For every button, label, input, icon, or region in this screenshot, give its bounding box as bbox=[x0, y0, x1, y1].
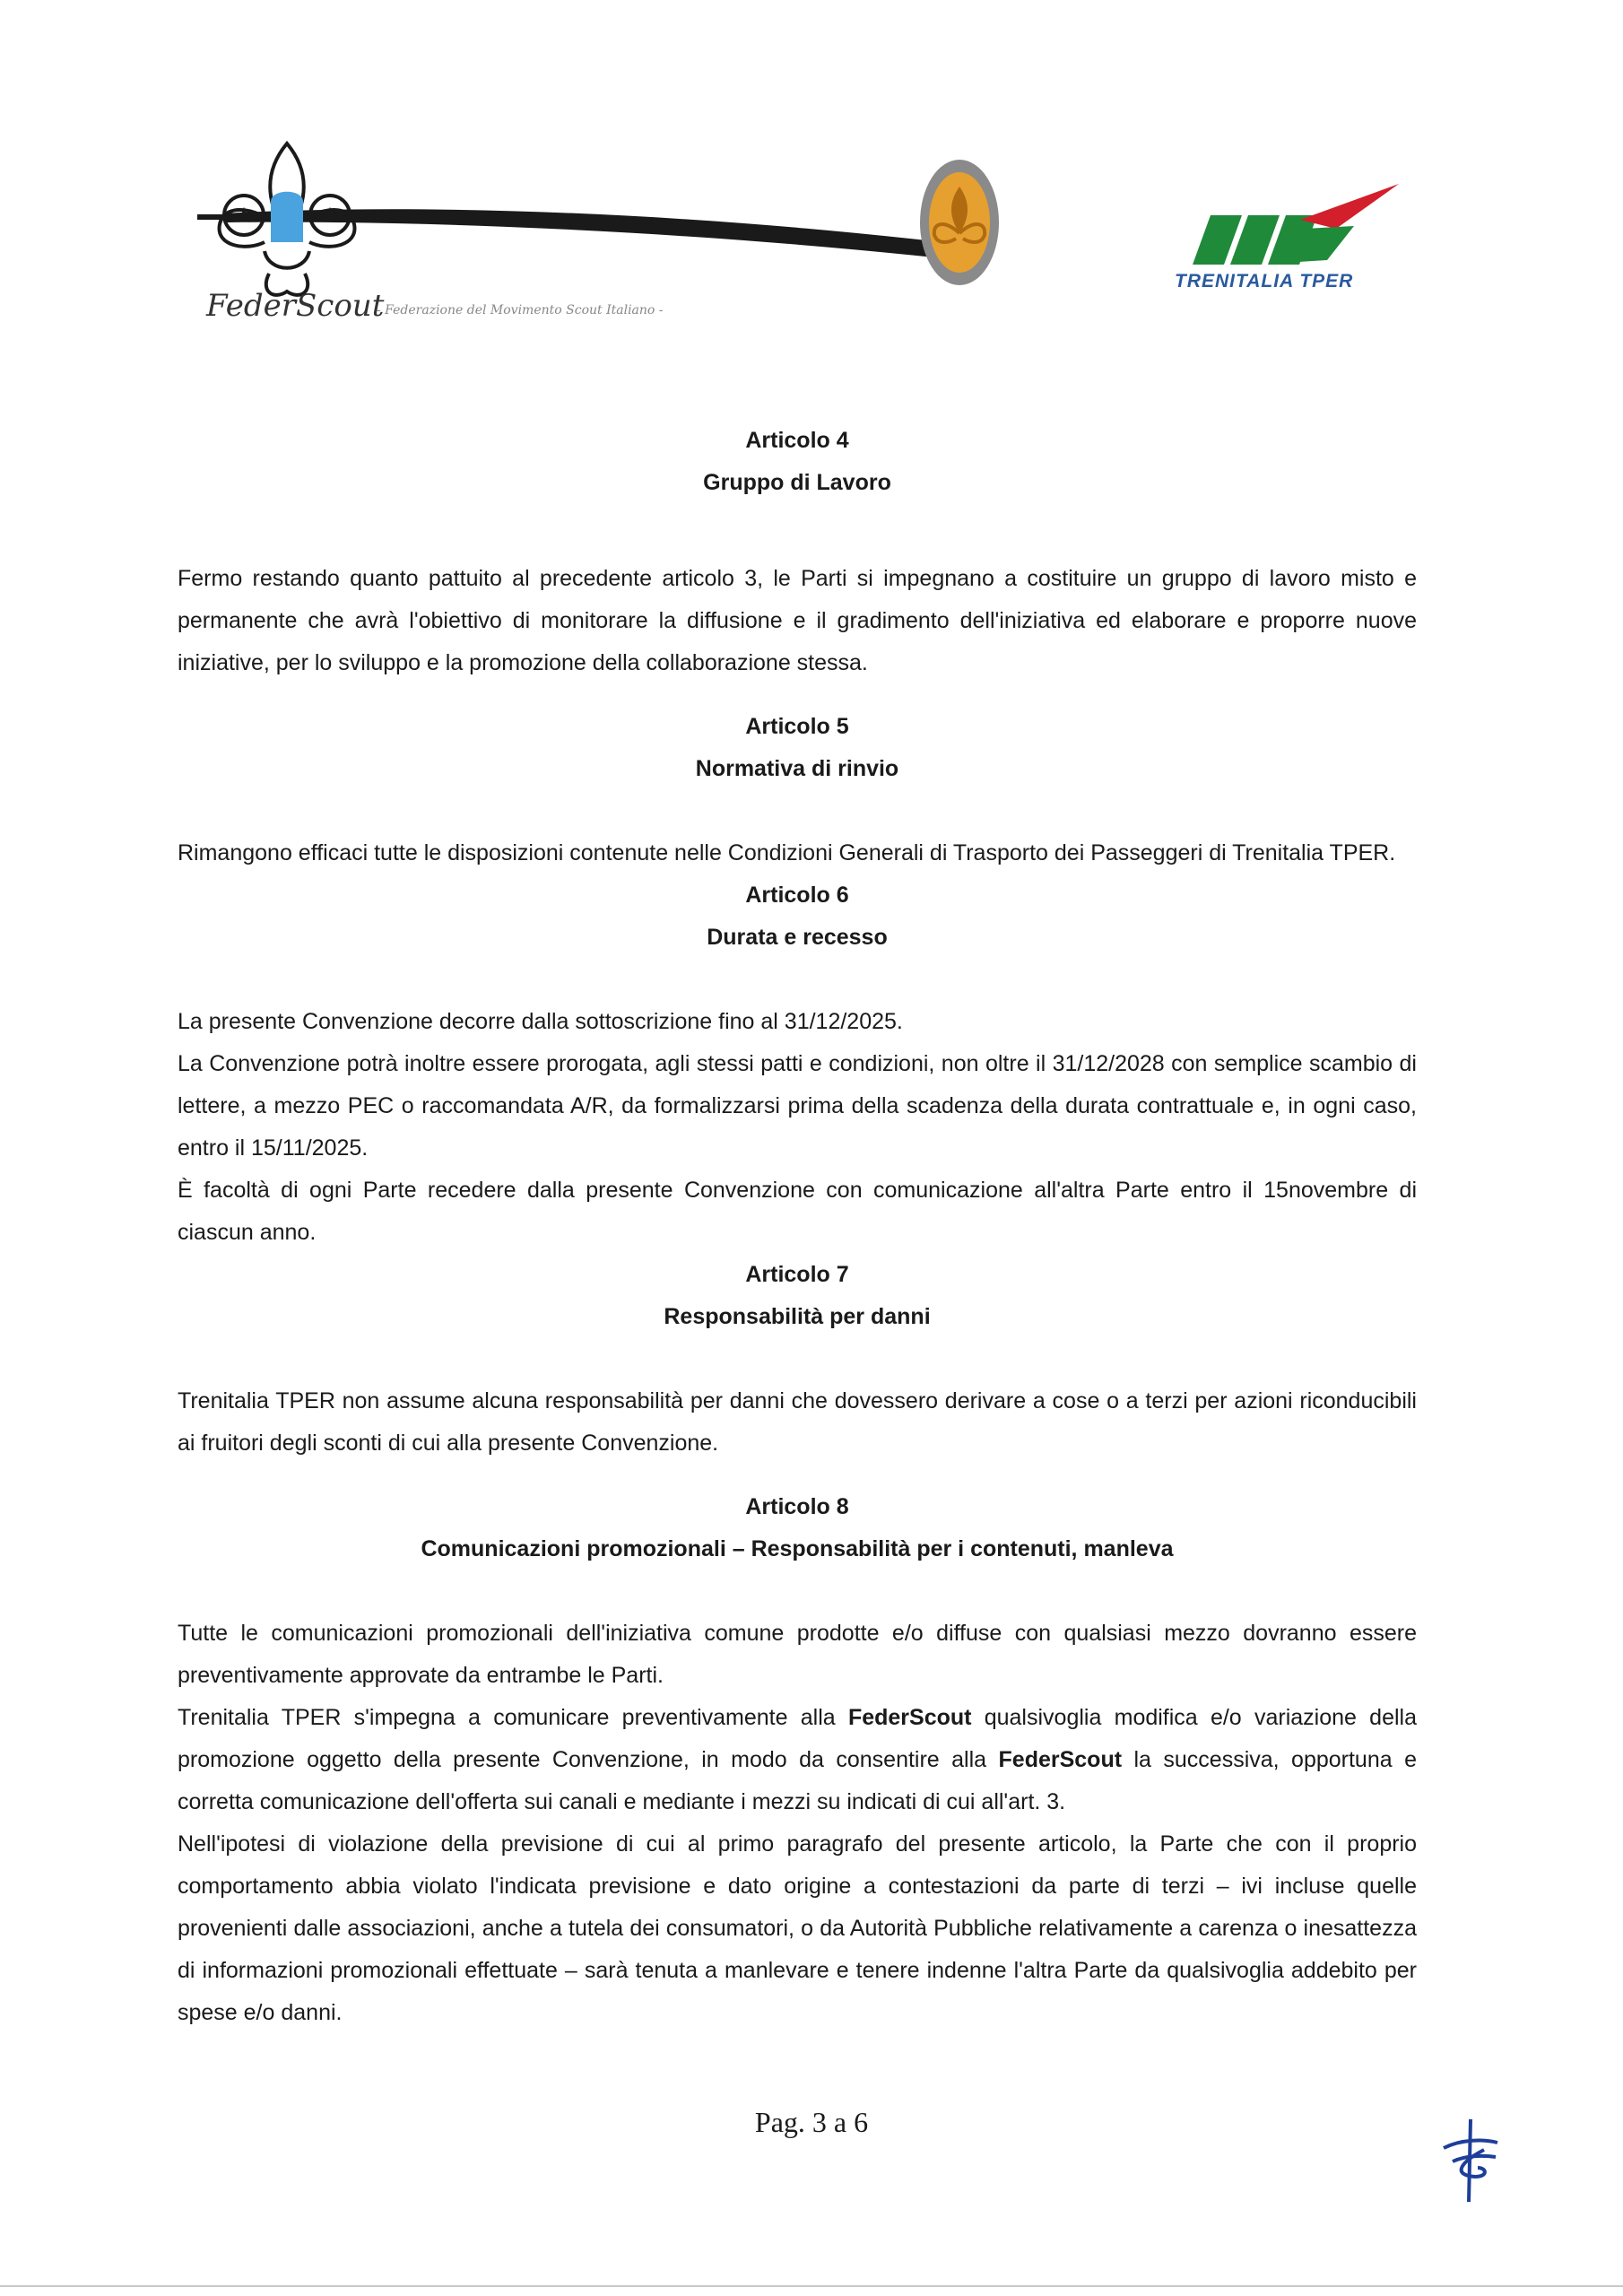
article-number: Articolo 7 bbox=[745, 1262, 849, 1287]
federscout-fleur-de-lis-icon bbox=[170, 117, 1013, 332]
paragraph-text: la successiva, opportuna e corretta comunicazione dell'offerta sui canali e mediante i mezzi su indicati di cui all'art. 3. bbox=[178, 1747, 1417, 1814]
article-title: Durata e recesso bbox=[707, 925, 888, 950]
trenitalia-tper-logo bbox=[1166, 179, 1408, 305]
article-paragraph: Trenitalia TPER non assume alcuna responsabilità per danni che dovessero derivare a cose o a terzi per azioni riconducibili ai fruitori degli sconti di cui alla presente Convenzione. bbox=[178, 1388, 1417, 1456]
article-title: Responsabilità per danni bbox=[664, 1304, 931, 1329]
letterhead bbox=[0, 0, 1623, 377]
article-paragraph-federscout bbox=[178, 1697, 1417, 1823]
svg-text:- Federazione del Movimento Sc: - Federazione del Movimento Scout Italiano - bbox=[377, 303, 664, 317]
initials-signature-icon bbox=[1435, 2112, 1506, 2211]
federscout-name: FederScout bbox=[998, 1747, 1123, 1772]
article-4 bbox=[178, 420, 1417, 684]
article-paragraph: Rimangono efficaci tutte le disposizioni contenute nelle Condizioni Generali di Trasporto dei Passeggeri di Trenitalia TPER. bbox=[178, 840, 1396, 865]
trenitalia-arrow-icon bbox=[1193, 179, 1399, 269]
article-number: Articolo 5 bbox=[745, 714, 849, 739]
article-title: Normativa di rinvio bbox=[695, 756, 899, 781]
article-number: Articolo 4 bbox=[745, 428, 849, 453]
article-paragraph: La presente Convenzione decorre dalla sottoscrizione fino al 31/12/2025. bbox=[178, 1009, 903, 1034]
document-body bbox=[178, 420, 1417, 2034]
federscout-logo bbox=[170, 117, 1013, 332]
article-5 bbox=[178, 706, 1417, 874]
article-number: Articolo 8 bbox=[745, 1494, 849, 1519]
article-8 bbox=[178, 1486, 1417, 2034]
article-6 bbox=[178, 874, 1417, 1254]
page-number: Pag. 3 a 6 bbox=[754, 2106, 869, 2138]
svg-text:★: ★ bbox=[320, 203, 340, 228]
article-paragraph: Fermo restando quanto pattuito al precedente articolo 3, le Parti si impegnano a costituire un gruppo di lavoro misto e permanente che avrà l'obiettivo di monitorare la diffusione e il gradimento dell'iniziativa ed elaborare e proporre nuove iniziative, per lo sviluppo e la promozione della collaborazione stessa. bbox=[178, 566, 1417, 675]
svg-text:★: ★ bbox=[234, 203, 254, 228]
article-paragraph: Nell'ipotesi di violazione della previsione di cui al primo paragrafo del presente articolo, la Parte che con il proprio comportamento abbia violato l'indicata previsione e dato origine a contestazioni da parte di terzi – ivi incluse quelle provenienti dalle associazioni, anche a tutela dei consumatori, o da Autorità Pubbliche relativamente a carenza o inesattezza di informazioni promozionali effettuate – sarà tenuta a manlevare e tenere indenne l'altra Parte da qualsivoglia addebito per spese e/o danni. bbox=[178, 1831, 1417, 2025]
article-7 bbox=[178, 1254, 1417, 1465]
svg-text:FederScout: FederScout bbox=[206, 288, 385, 324]
article-paragraph: La Convenzione potrà inoltre essere prorogata, agli stessi patti e condizioni, non oltre il 31/12/2028 con semplice scambio di lettere, a mezzo PEC o raccomandata A/R, da formalizzarsi prima della scadenza della durata contrattuale e, in ogni caso, entro il 15/11/2025. bbox=[178, 1051, 1417, 1161]
trenitalia-logo-text: TRENITALIA TPER bbox=[1175, 271, 1354, 291]
article-title: Gruppo di Lavoro bbox=[703, 470, 891, 495]
paragraph-text: qualsivoglia modifica e/o variazione della promozione oggetto della presente Convenzione, in modo da consentire alla bbox=[178, 1705, 1417, 1772]
paragraph-text: Trenitalia TPER s'impegna a comunicare preventivamente alla bbox=[178, 1705, 848, 1730]
footer-rule bbox=[0, 2285, 1623, 2287]
federscout-name: FederScout bbox=[847, 1705, 972, 1730]
article-paragraph: Tutte le comunicazioni promozionali dell'iniziativa comune prodotte e/o diffuse con qualsiasi mezzo dovranno essere preventivamente approvate da entrambe le Parti. bbox=[178, 1621, 1417, 1688]
article-title: Comunicazioni promozionali – Responsabilità per i contenuti, manleva bbox=[421, 1536, 1174, 1561]
article-number: Articolo 6 bbox=[745, 883, 849, 908]
article-paragraph: È facoltà di ogni Parte recedere dalla presente Convenzione con comunicazione all'altra Parte entro il 15novembre di ciascun anno. bbox=[178, 1178, 1417, 1245]
